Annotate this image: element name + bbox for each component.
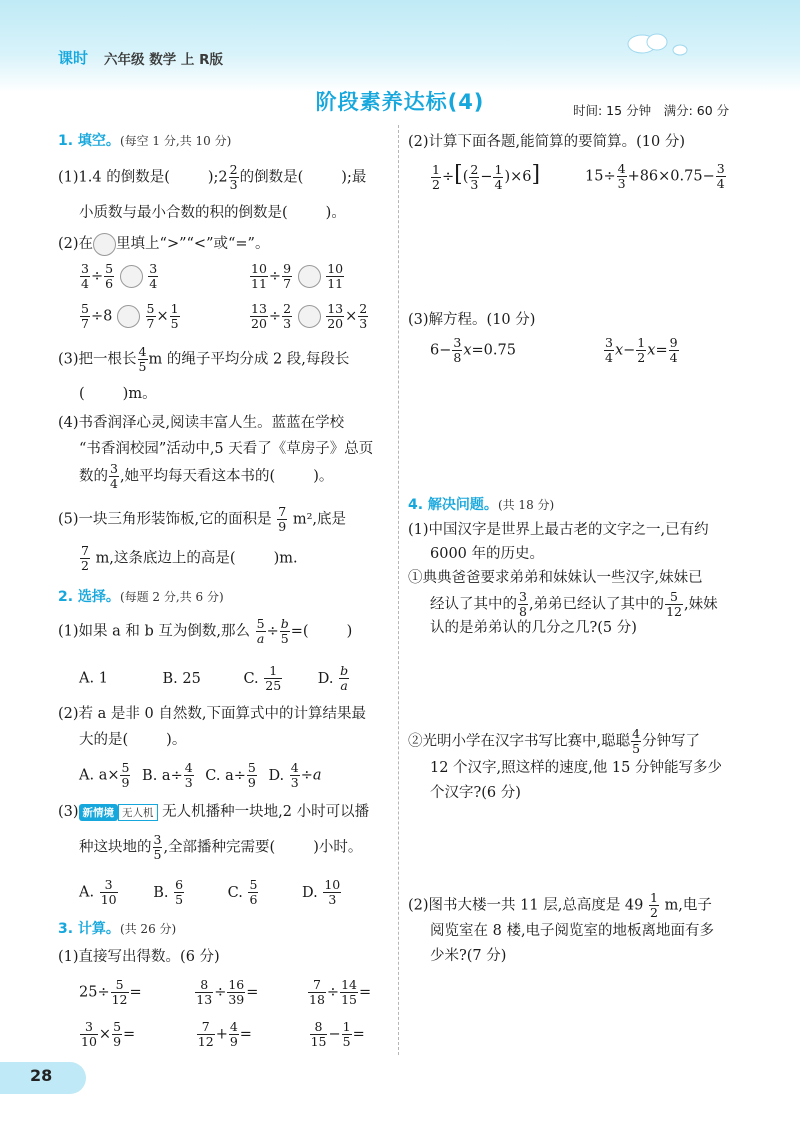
q2-1-options: A. 1 B. 25 C. $\frac{1}{25}$ D. $\frac{b}{a}$: [79, 663, 349, 693]
q1-4-cont: “书香润校园”活动中,5 天看了《草房子》总页: [79, 441, 374, 457]
q4-1: (1)中国汉字是世界上最古老的文字之一,已有约: [408, 522, 709, 538]
series-logo: 课时: [58, 49, 89, 67]
column-divider: [398, 125, 399, 1055]
q4-2: (2)图书大楼一共 11 层,总高度是 49 $\frac{1}{2}$ m,电子: [408, 890, 712, 920]
option-d[interactable]: D.: [302, 884, 318, 901]
section-4-heading: 4. 解决问题。(共 18 分): [408, 497, 555, 513]
cloud-icon: [612, 22, 692, 62]
calc-row-1: 25÷ $\frac{5}{12}$ = $\frac{8}{13}$ ÷ $\frac{16}{39}$ = $\frac{7}{18}$ ÷ $\frac{14}{15}$ =: [79, 977, 372, 1007]
q2-2-options: A. a× $\frac{5}{9}$ B. a÷ $\frac{4}{3}$ C. a÷ $\frac{5}{9}$ D. $\frac{4}{3}$ ÷a: [79, 760, 322, 790]
q1-1-cont: 小质数与最小合数的积的倒数是( )。: [79, 205, 346, 221]
q3-2: (2)计算下面各题,能简算的要简算。(10 分): [408, 134, 686, 150]
calc-expression-a: $\frac{1}{2}$ ÷[( $\frac{2}{3}$ − $\frac{1}{4}$ )×6]: [432, 161, 541, 192]
q4-2-cont2: 少米?(7 分): [430, 948, 507, 964]
page-number: 28: [30, 1066, 53, 1085]
section-2-heading: 2. 选择。(每题 2 分,共 6 分): [58, 589, 224, 605]
q1-3: (3)把一根长 $\frac{4}{5}$ m 的绳子平均分成 2 段,每段长: [58, 344, 350, 374]
compare-circle[interactable]: [298, 305, 321, 328]
option-c[interactable]: C.: [227, 884, 243, 901]
q2-2-cont: 大的是( )。: [79, 732, 187, 748]
q1-2: (2)在 里填上“>”“<”或“=”。: [58, 232, 269, 256]
time-score: 时间: 15 分钟 满分: 60 分: [573, 103, 730, 118]
option-c[interactable]: C. a÷: [205, 767, 246, 784]
equation-b: $\frac{3}{4}$ x− $\frac{1}{2}$ x= $\frac{9}{4}$: [605, 335, 678, 365]
option-a[interactable]: A. a×: [79, 767, 120, 784]
q2-3-options: A. $\frac{3}{10}$ B. $\frac{6}{5}$ C. $\frac{5}{6}$ D. $\frac{10}{3}$: [79, 877, 341, 907]
option-d[interactable]: D.: [268, 767, 285, 784]
q4-1-a-cont: 经认了其中的 $\frac{3}{8}$ ,弟弟已经认了其中的 $\frac{5}{12}$ ,妹妹: [430, 589, 718, 619]
q4-2-cont: 阅览室在 8 楼,电子阅览室的地板离地面有多: [430, 923, 715, 939]
q1-1: (1)1.4 的倒数是( );2 $\frac{2}{3}$ 的倒数是( );最: [58, 162, 367, 192]
option-c[interactable]: C.: [243, 670, 259, 687]
option-d[interactable]: D.: [317, 670, 334, 687]
q1-5-cont: $\frac{7}{2}$ m,这条底边上的高是( )m.: [81, 543, 298, 573]
q4-1-b: ②光明小学在汉字书写比赛中,聪聪 $\frac{4}{5}$ 分钟写了: [408, 726, 701, 756]
page-title: 阶段素养达标(4): [315, 90, 485, 114]
equation-a: 6− $\frac{3}{8}$ x=0.75: [430, 335, 516, 365]
q2-2: (2)若 a 是非 0 自然数,下面算式中的计算结果最: [58, 706, 366, 722]
section-1-heading: 1. 填空。(每空 1 分,共 10 分): [58, 133, 232, 149]
q4-1-a-cont2: 认的是弟弟认的几分之几?(5 分): [430, 620, 637, 636]
q1-4-cont2: 数的 $\frac{3}{4}$ ,她平均每天看这本书的( )。: [79, 461, 334, 491]
compare-d: $\frac{13}{20}$ ÷ $\frac{2}{3}$ $\frac{13}{20}$ × $\frac{2}{3}$: [251, 301, 368, 331]
compare-circle[interactable]: [298, 265, 321, 288]
q1-3-cont: ( )m。: [79, 386, 157, 402]
section-3-heading: 3. 计算。(共 26 分): [58, 921, 177, 937]
q4-1-b-cont2: 个汉字?(6 分): [430, 785, 521, 801]
calc-row-2: $\frac{3}{10}$ × $\frac{5}{9}$ = $\frac{7}{12}$ + $\frac{4}{9}$ = $\frac{8}{15}$ − $\frac{1}{5}$ =: [81, 1019, 365, 1049]
q4-1-a: ①典典爸爸要求弟弟和妹妹认一些汉字,妹妹已: [408, 570, 703, 586]
compare-circle[interactable]: [117, 305, 140, 328]
q2-3: (3) 新情境 无人机 无人机播种一块地,2 小时可以播: [58, 804, 370, 820]
option-a[interactable]: A. 1: [79, 670, 108, 687]
compare-circle[interactable]: [120, 265, 143, 288]
compare-c: $\frac{5}{7}$ ÷8 $\frac{5}{7}$ × $\frac{1}{5}$: [81, 301, 179, 331]
option-b[interactable]: B. a÷: [142, 767, 183, 784]
option-b[interactable]: B. 25: [162, 670, 201, 687]
q2-1: (1)如果 a 和 b 互为倒数,那么 $\frac{5}{a}$ ÷ $\frac{b}{5}$ =( ): [58, 616, 353, 646]
q4-1-b-cont: 12 个汉字,照这样的速度,他 15 分钟能写多少: [430, 760, 722, 776]
q1-4: (4)书香润泽心灵,阅读丰富人生。蓝蓝在学校: [58, 415, 345, 431]
q1-5: (5)一块三角形装饰板,它的面积是 $\frac{7}{9}$ m²,底是: [58, 504, 346, 534]
q3-1: (1)直接写出得数。(6 分): [58, 949, 220, 965]
option-b[interactable]: B.: [153, 884, 169, 901]
q2-3-cont: 种这块地的 $\frac{3}{5}$ ,全部播种完需要( )小时。: [79, 832, 363, 862]
option-a[interactable]: A.: [79, 884, 95, 901]
q3-3: (3)解方程。(10 分): [408, 312, 536, 328]
compare-b: $\frac{10}{11}$ ÷ $\frac{9}{7}$ $\frac{10}{11}$: [251, 261, 344, 291]
calc-expression-b: 15÷ $\frac{4}{3}$ +86×0.75− $\frac{3}{4}$: [585, 161, 725, 191]
grade-label: 六年级 数学 上 R版: [104, 52, 223, 68]
compare-a: $\frac{3}{4}$ ÷ $\frac{5}{6}$ $\frac{3}{4}$: [81, 261, 158, 291]
q4-1-cont: 6000 年的历史。: [430, 546, 545, 562]
